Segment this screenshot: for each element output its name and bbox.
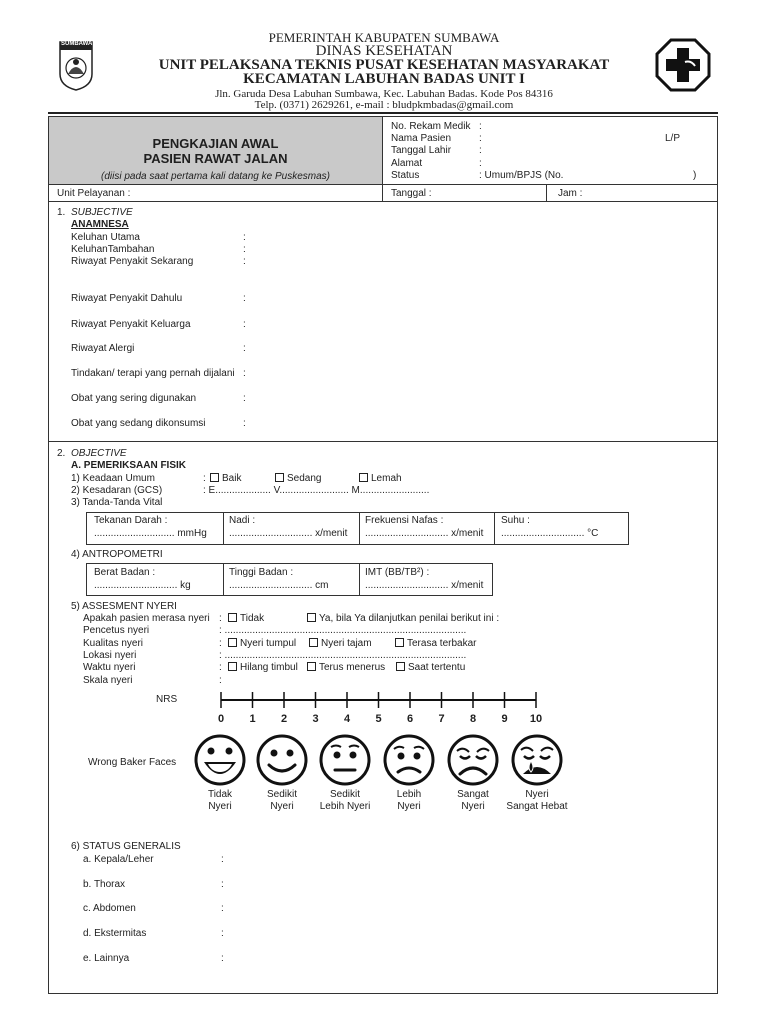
- nadi-field[interactable]: .............................. x/menit: [229, 528, 348, 539]
- face-caption: Nyeri: [461, 801, 485, 812]
- face-caption: Nyeri: [397, 801, 421, 812]
- face-caption: Sedikit: [266, 789, 297, 800]
- checkbox-icon: [359, 473, 368, 482]
- header-contact: Telp. (0371) 2629261, e-mail : bludpkmbadas@gmail.com: [254, 99, 514, 111]
- face-caption: Lebih: [396, 789, 422, 800]
- obat-sedang-field[interactable]: :: [243, 418, 246, 429]
- nyeri-tidak-option[interactable]: Tidak: [228, 613, 264, 625]
- subjective-item: Riwayat Penyakit Sekarang: [71, 256, 194, 267]
- tanggal-lahir-label: Tanggal Lahir: [391, 145, 452, 156]
- saat-tertentu-option[interactable]: Saat tertentu: [396, 662, 465, 674]
- terbakar-option[interactable]: Terasa terbakar: [395, 638, 476, 650]
- header-unit: UNIT PELAKSANA TEKNIS PUSAT KESEHATAN MASYARAKAT: [158, 57, 610, 73]
- face-no-pain-icon[interactable]: [192, 734, 248, 786]
- lainnya-field[interactable]: :: [221, 953, 224, 964]
- imt-field[interactable]: .............................. x/menit: [365, 580, 484, 591]
- ekstermitas-field[interactable]: :: [221, 928, 224, 939]
- nrs-scale-number[interactable]: 1: [249, 713, 256, 725]
- tanggal-field[interactable]: Tanggal :: [391, 188, 432, 199]
- checkbox-icon: [396, 662, 405, 671]
- keadaan-lemah-option[interactable]: Lemah: [359, 473, 402, 485]
- rekam-medik-label: No. Rekam Medik: [391, 121, 471, 132]
- assesment-nyeri-heading: 5) ASSESMENT NYERI: [71, 601, 177, 612]
- checkbox-icon: [307, 613, 316, 622]
- checkbox-icon: [210, 473, 219, 482]
- unit-pelayanan-field[interactable]: Unit Pelayanan :: [57, 188, 131, 199]
- face-caption: Lebih Nyeri: [319, 801, 371, 812]
- riwayat-dahulu-field[interactable]: :: [243, 293, 246, 304]
- nrs-scale-number[interactable]: 10: [529, 713, 543, 725]
- keluhan-tambahan-field[interactable]: :: [243, 244, 246, 255]
- suhu-field[interactable]: .............................. °C: [501, 528, 599, 539]
- berat-badan-field[interactable]: .............................. kg: [94, 580, 191, 591]
- nrs-scale-number[interactable]: 0: [217, 713, 225, 725]
- tumpul-option[interactable]: Nyeri tumpul: [228, 638, 296, 650]
- face-hurts-more-icon[interactable]: [381, 734, 437, 786]
- thorax-field[interactable]: :: [221, 879, 224, 890]
- subjective-item: Riwayat Alergi: [71, 343, 135, 354]
- alamat-label: Alamat: [391, 158, 423, 169]
- keluhan-utama-field[interactable]: :: [243, 232, 246, 243]
- nama-pasien-label: Nama Pasien: [391, 133, 452, 144]
- checkbox-icon: [309, 638, 318, 647]
- nrs-scale-number[interactable]: 8: [469, 713, 477, 725]
- nrs-scale-number[interactable]: 9: [501, 713, 508, 725]
- nrs-scale-number[interactable]: 7: [438, 713, 445, 725]
- face-caption: Nyeri: [525, 789, 549, 800]
- subjective-item: Riwayat Penyakit Keluarga: [71, 319, 191, 330]
- hilang-timbul-option[interactable]: Hilang timbul: [228, 662, 298, 674]
- nrs-scale-number[interactable]: 2: [280, 713, 288, 725]
- face-hurts-little-icon[interactable]: [254, 734, 310, 786]
- lokasi-field[interactable]: : .......................................................................................: [219, 650, 467, 661]
- jam-field[interactable]: Jam :: [558, 188, 583, 199]
- subjective-item: Tindakan/ terapi yang pernah dijalani: [71, 368, 235, 379]
- header-rule: [48, 112, 718, 114]
- checkbox-icon: [275, 473, 284, 482]
- riwayat-sekarang-field[interactable]: :: [243, 256, 246, 267]
- checkbox-icon: [228, 638, 237, 647]
- ttv-label: 3) Tanda-Tanda Vital: [71, 497, 163, 508]
- face-hurts-whole-lot-icon[interactable]: [445, 734, 501, 786]
- nrs-scale-number[interactable]: 4: [343, 713, 351, 725]
- abdomen-field[interactable]: :: [221, 903, 224, 914]
- tinggi-badan-field[interactable]: .............................. cm: [229, 580, 329, 591]
- face-caption: Sangat Hebat: [506, 801, 568, 812]
- form-title-line1: PENGKAJIAN AWAL: [152, 136, 279, 151]
- kesadaran-label: 2) Kesadaran (GCS): [71, 485, 163, 496]
- nrs-scale-number[interactable]: 3: [312, 713, 319, 725]
- tekanan-darah-field[interactable]: ............................. mmHg: [94, 528, 207, 539]
- terus-menerus-option[interactable]: Terus menerus: [307, 662, 385, 674]
- header-district: KECAMATAN LABUHAN BADAS UNIT I: [243, 71, 525, 87]
- subjective-item: Keluhan Utama: [71, 232, 140, 243]
- keadaan-umum-label: 1) Keadaan Umum: [71, 473, 155, 484]
- tajam-option[interactable]: Nyeri tajam: [309, 638, 372, 650]
- status-generalis-heading: 6) STATUS GENERALIS: [71, 841, 181, 852]
- anamnesa-heading: ANAMNESA: [71, 219, 129, 230]
- tindakan-field[interactable]: :: [243, 368, 246, 379]
- checkbox-icon: [228, 662, 237, 671]
- nrs-scale: [210, 688, 550, 712]
- kepala-leher-field[interactable]: :: [221, 854, 224, 865]
- keadaan-sedang-option[interactable]: Sedang: [275, 473, 321, 485]
- header-government: PEMERINTAH KABUPATEN SUMBAWA: [268, 30, 500, 45]
- face-caption: Sedikit: [329, 789, 360, 800]
- subjective-item: KeluhanTambahan: [71, 244, 155, 255]
- objective-heading: OBJECTIVE: [71, 448, 127, 459]
- subjective-item: Obat yang sering digunakan: [71, 393, 197, 404]
- status-value: : Umum/BPJS (No.: [479, 170, 564, 181]
- antropometri-label: 4) ANTROPOMETRI: [71, 549, 163, 560]
- status-label: Status: [391, 170, 420, 181]
- logo-text: SUMBAWA: [61, 41, 93, 47]
- header-department: DINAS KESEHATAN: [315, 43, 453, 59]
- nyeri-ya-option[interactable]: Ya, bila Ya dilanjutkan penilai berikut ini :: [307, 613, 499, 625]
- obat-sering-field[interactable]: :: [243, 393, 246, 404]
- form-title-line2: PASIEN RAWAT JALAN: [143, 151, 288, 166]
- faces-label: Wrong Baker Faces: [88, 757, 177, 768]
- checkbox-icon: [395, 638, 404, 647]
- form-title-note: (diisi pada saat pertama kali datang ke Puskesmas): [100, 171, 330, 182]
- nrs-label: NRS: [156, 694, 178, 705]
- riwayat-alergi-field[interactable]: :: [243, 343, 246, 354]
- riwayat-keluarga-field[interactable]: :: [243, 319, 246, 330]
- nrs-scale-number[interactable]: 5: [375, 713, 382, 725]
- face-hurts-worst-icon[interactable]: [509, 734, 565, 786]
- subjective-item: Riwayat Penyakit Dahulu: [71, 293, 183, 304]
- face-caption: Tidak: [207, 789, 233, 800]
- header-address: Jln. Garuda Desa Labuhan Sumbawa, Kec. Labuhan Badas. Kode Pos 84316: [215, 88, 553, 100]
- gender-label: L/P: [665, 133, 681, 144]
- pencetus-field[interactable]: : .......................................................................................: [219, 625, 467, 636]
- face-caption: Nyeri: [270, 801, 294, 812]
- checkbox-icon: [228, 613, 237, 622]
- nrs-scale-number[interactable]: 6: [406, 713, 414, 725]
- frekuensi-nafas-field[interactable]: .............................. x/menit: [365, 528, 484, 539]
- checkbox-icon: [307, 662, 316, 671]
- pemeriksaan-fisik-heading: A. PEMERIKSAAN FISIK: [71, 460, 187, 471]
- subjective-heading: SUBJECTIVE: [71, 207, 133, 218]
- gcs-field[interactable]: : E.................... V......................... M.........................: [203, 485, 430, 496]
- face-caption: Sangat: [457, 789, 489, 800]
- subjective-item: Obat yang sedang dikonsumsi: [71, 418, 206, 429]
- keadaan-baik-option[interactable]: Baik: [210, 473, 241, 485]
- face-hurts-little-more-icon[interactable]: [317, 734, 373, 786]
- face-caption: Nyeri: [208, 801, 232, 812]
